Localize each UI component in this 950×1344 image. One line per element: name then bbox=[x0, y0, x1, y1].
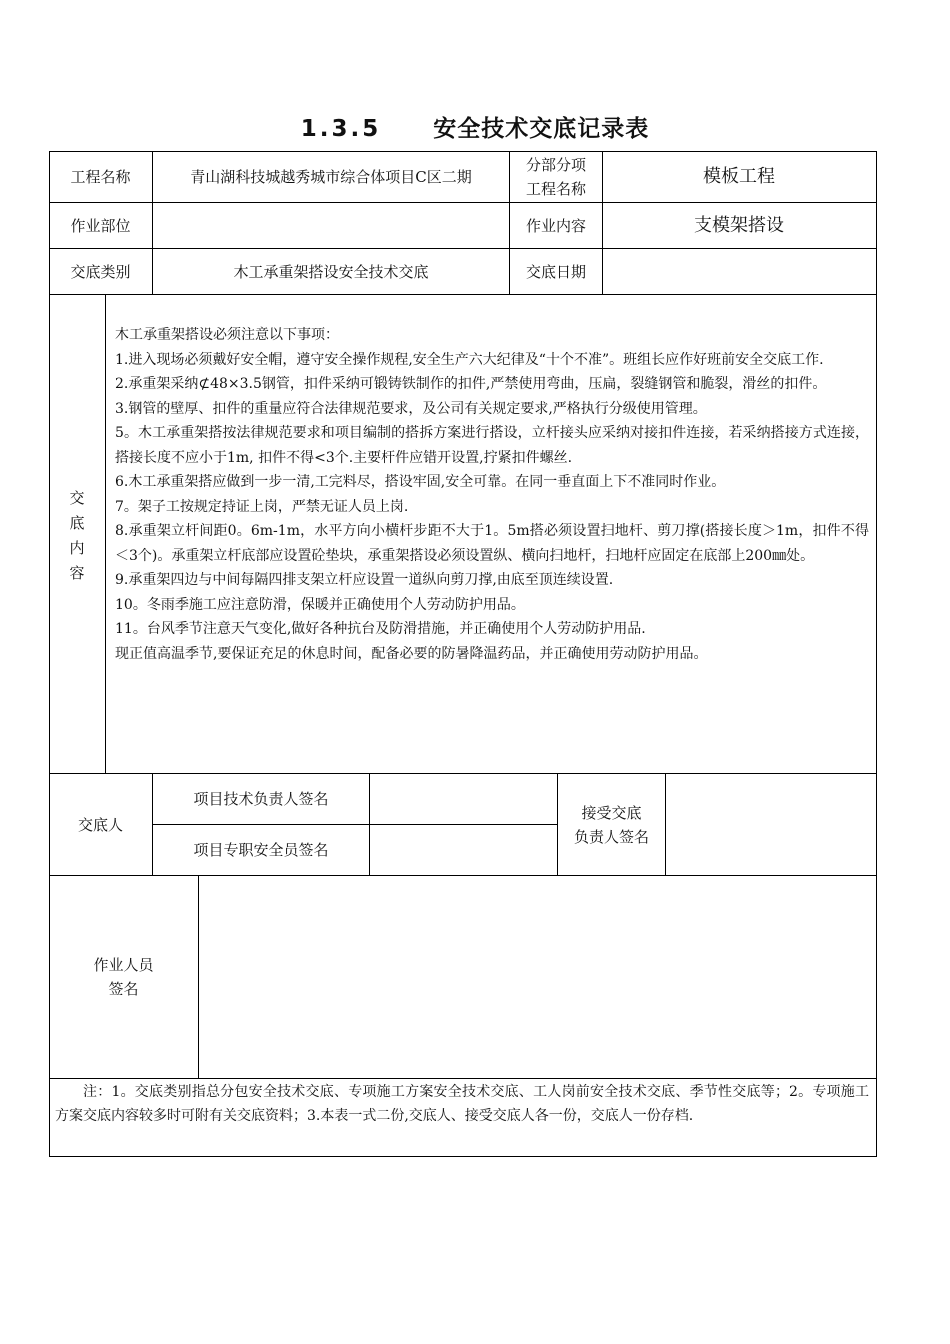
content-side-char: 内 bbox=[69, 539, 85, 557]
receiver-label-line2: 负责人签名 bbox=[573, 827, 649, 846]
subproject-label bbox=[510, 151, 602, 202]
workers-label-line1: 作业人员 bbox=[93, 956, 154, 974]
tech-lead-label: 项目技术负责人签名 bbox=[193, 790, 329, 808]
content-side-char: 底 bbox=[69, 514, 85, 532]
safety-officer-label: 项目专职安全员签名 bbox=[193, 841, 329, 859]
title-text: 安全技术交底记录表 bbox=[433, 116, 650, 142]
content-paragraph: 9.承重架四边与中间每隔四排支架立杆应设置一道纵向剪刀撑,由底至顶连续设置. bbox=[115, 572, 614, 588]
footnote: 注：1。交底类别指总分包安全技术交底、专项施工方案安全技术交底、工人岗前安全技术交底、季节性交底等；2。专项施工方案交底内容较多时可附有关交底资料；3.本表一式二份,交底人、接受交底人各一份，交底人一份存档. bbox=[55, 1084, 869, 1124]
receiver-label bbox=[558, 774, 665, 875]
column-divider bbox=[105, 294, 106, 773]
content-side-char: 交 bbox=[69, 489, 85, 507]
safety-officer-signature[interactable] bbox=[370, 825, 557, 875]
content-paragraph: 7。架子工按规定持证上岗，严禁无证人员上岗. bbox=[115, 498, 409, 515]
title-number: 1.3.5 bbox=[300, 116, 382, 142]
row-divider bbox=[49, 1078, 877, 1079]
content-paragraph: 2.承重架采纳⊄48×3.5钢管，扣件采纳可锻铸铁制作的扣件,严禁使用弯曲，压扁，裂缝钢管和脆裂，滑丝的扣件。 bbox=[115, 376, 827, 392]
project-name-value[interactable]: 青山湖科技城越秀城市综合体项目C区二期 bbox=[190, 167, 472, 186]
briefing-content bbox=[115, 323, 869, 666]
content-paragraph: 5。木工承重架搭按法律规范要求和项目编制的搭拆方案进行搭设，立杆接头应采纳对接扣件连接，若采纳搭接方式连接，搭接长度不应小于1m, 扣件不得<3个.主要杆件应错开设置,拧紧扣件螺丝. bbox=[115, 425, 869, 466]
briefing-type-value[interactable]: 木工承重架搭设安全技术交底 bbox=[233, 262, 429, 281]
briefer-label: 交底人 bbox=[77, 815, 123, 834]
briefing-date-label: 交底日期 bbox=[525, 262, 586, 281]
content-paragraph: 1.进入现场必须戴好安全帽，遵守安全操作规程,安全生产六大纪律及“十个不准”。班组长应作好班前安全交底工作. bbox=[115, 351, 824, 368]
briefing-type-label: 交底类别 bbox=[70, 262, 131, 281]
subproject-label-line2: 工程名称 bbox=[525, 179, 586, 198]
subproject-value[interactable]: 模板工程 bbox=[703, 165, 775, 187]
workers-label-line2: 签名 bbox=[108, 980, 139, 998]
row-divider bbox=[49, 294, 877, 295]
content-paragraph: 8.承重架立杆间距0。6m-1m，水平方向小横杆步距不大于1。5m搭必须设置扫地杆、剪刀撑(搭接长度＞1m，扣件不得＜3个)。承重架立杆底部应设置砼垫块，承重架搭设必须设置纵、横向扫地杆，扫地杆应固定在底部上200㎜处。 bbox=[115, 523, 869, 564]
content-paragraph: 木工承重架搭设必须注意以下事项： bbox=[115, 327, 339, 343]
content-paragraph: 10。冬雨季施工应注意防滑，保暖并正确使用个人劳动防护用品。 bbox=[115, 596, 525, 613]
workers-label bbox=[49, 876, 198, 1078]
document-title bbox=[0, 110, 950, 143]
work-content-value[interactable]: 支模架搭设 bbox=[694, 214, 784, 236]
content-paragraph: 现正值高温季节,要保证充足的休息时间，配备必要的防暑降温药品，并正确使用劳动防护用品。 bbox=[115, 645, 708, 662]
receiver-label-line1: 接受交底 bbox=[581, 803, 642, 822]
work-location-value[interactable] bbox=[153, 203, 509, 248]
subproject-label-line1: 分部分项 bbox=[525, 155, 586, 174]
content-side-label bbox=[49, 296, 105, 776]
briefing-date-value[interactable] bbox=[603, 249, 875, 294]
content-paragraph: 6.木工承重架搭应做到一步一清,工完料尽，搭设牢固,安全可靠。在同一垂直面上下不准同时作业。 bbox=[115, 474, 726, 490]
content-paragraph: 11。台风季节注意天气变化,做好各种抗台及防滑措施，并正确使用个人劳动防护用品. bbox=[115, 621, 646, 637]
content-paragraph: 3.钢管的壁厚、扣件的重量应符合法律规范要求，及公司有关规定要求,严格执行分级使用管理。 bbox=[115, 400, 707, 417]
workers-signature-area[interactable] bbox=[199, 876, 875, 1078]
work-location-label: 作业部位 bbox=[70, 216, 131, 235]
project-name-label: 工程名称 bbox=[70, 167, 131, 186]
safety-briefing-table bbox=[49, 151, 877, 1157]
tech-lead-signature[interactable] bbox=[370, 774, 557, 824]
content-side-char: 容 bbox=[69, 564, 85, 582]
work-content-label: 作业内容 bbox=[525, 216, 586, 235]
receiver-signature[interactable] bbox=[666, 774, 875, 875]
